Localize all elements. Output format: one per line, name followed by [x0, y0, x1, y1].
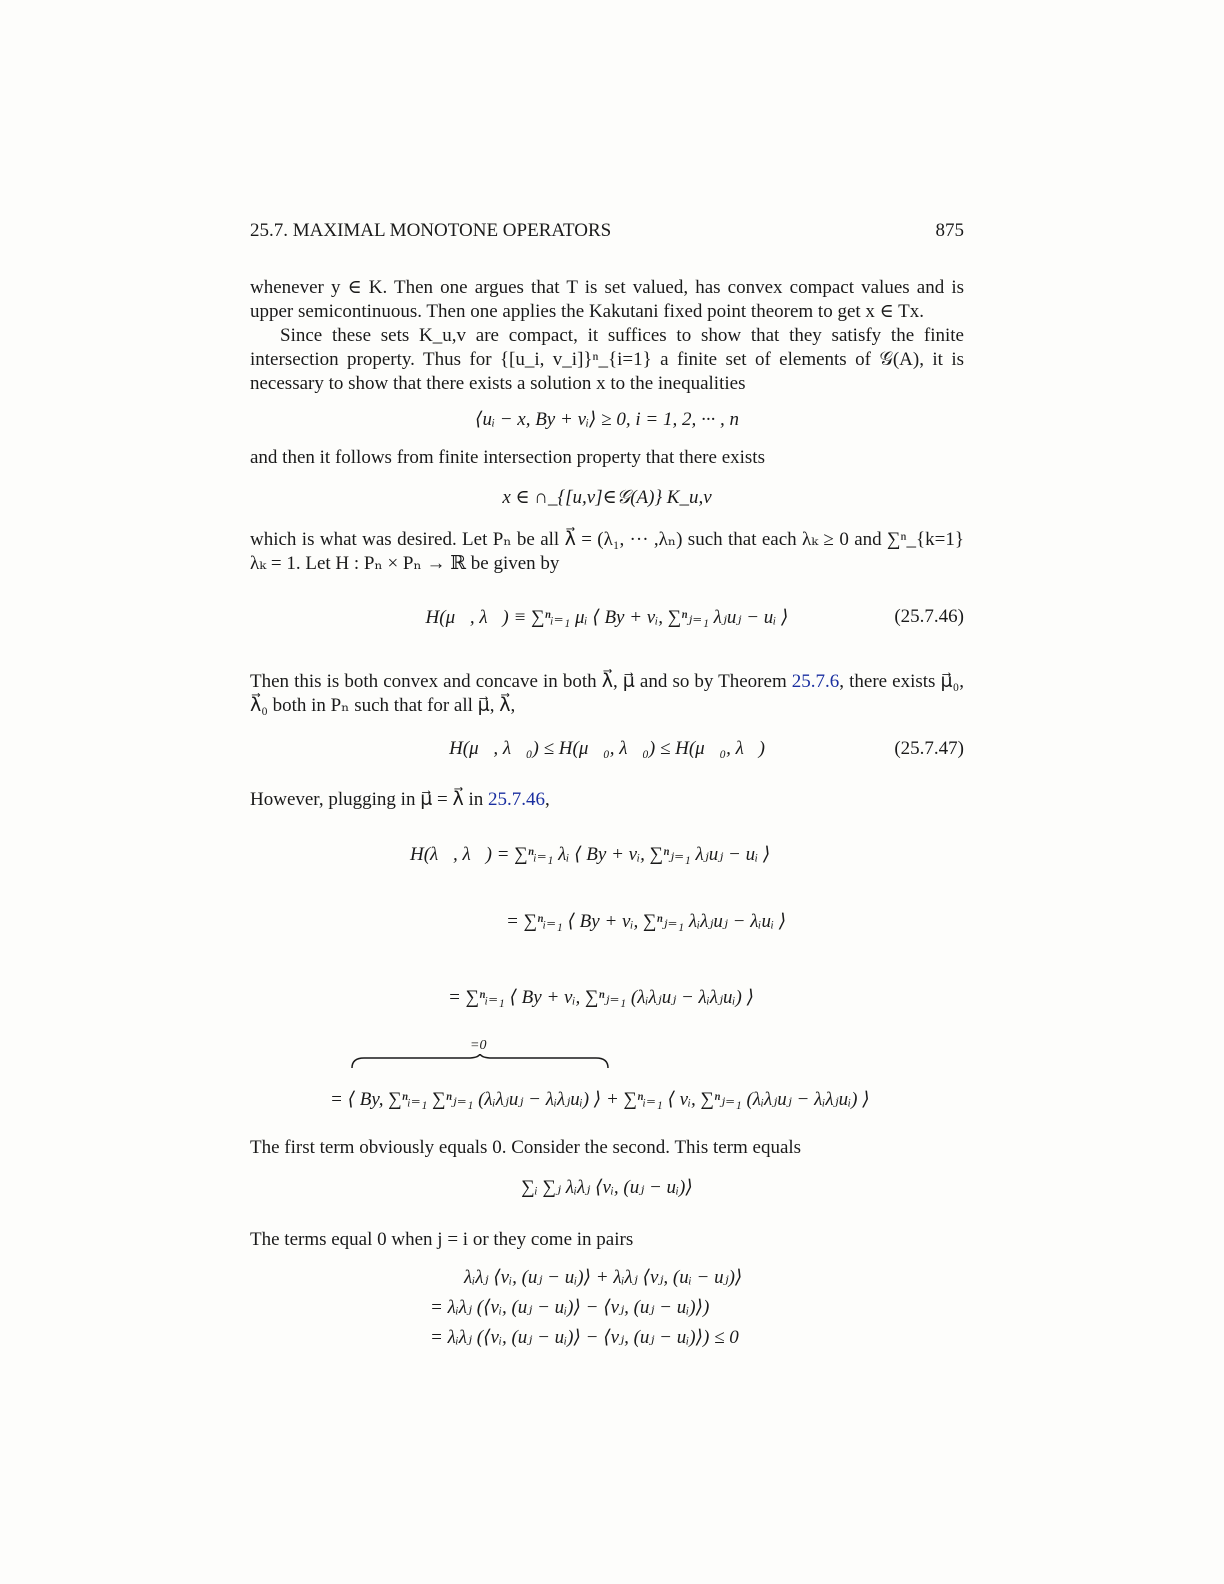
paragraph-6-end: , [545, 789, 550, 810]
equation-inequalities: ⟨uᵢ − x, By + vᵢ⟩ ≥ 0, i = 1, 2, ··· , n [475, 409, 739, 430]
paragraph-7: The first term obviously equals 0. Consider the second. This term equals [250, 1137, 802, 1158]
paragraph-5 [250, 670, 964, 718]
chain-line-2: = ∑ⁿᵢ₌₁ ⟨ By + vᵢ, ∑ⁿⱼ₌₁ λᵢλⱼuⱼ − λᵢuᵢ ⟩ [506, 911, 787, 932]
equation-25-7-47 [250, 738, 964, 760]
paragraph-6-start: However, plugging in μ⃗ = λ⃗ in [250, 789, 489, 810]
paragraph-2: Since these sets K_u,v are compact, it suffices to show that they satisfy the finite intersection property. Thus for {[u_i, v_i]}ⁿ_{i=1} a finite set of elements of 𝒢(A), it is necessary to show that there exists a solution x to the inequalities [250, 325, 964, 394]
equation-intersection: x ∈ ∩_{[u,v]∈𝒢(A)} K_u,v [502, 487, 712, 508]
equation-number-47: (25.7.47) [894, 738, 964, 759]
paragraph-3: and then it follows from finite intersection property that there exists [250, 447, 765, 468]
paragraph-1: whenever y ∈ K. Then one argues that T is set valued, has convex compact values and is upper semicontinuous. Then one applies the Kakutani fixed point theorem to get x ∈ Tx. [250, 277, 964, 322]
chain-line-1: H(λ⃗, λ⃗) = ∑ⁿᵢ₌₁ λᵢ ⟨ By + vᵢ, ∑ⁿⱼ₌₁ λⱼuⱼ − uᵢ ⟩ [410, 844, 771, 865]
section-title: 25.7. MAXIMAL MONOTONE OPERATORS [250, 220, 612, 241]
equation-47-body: H(μ⃗, λ⃗₀) ≤ H(μ⃗₀, λ⃗₀) ≤ H(μ⃗₀, λ⃗) [449, 738, 765, 759]
paragraph-5-start: Then this is both convex and concave in both λ⃗, μ⃗ and so by Theorem [250, 671, 792, 692]
pair-line-2: = λᵢλⱼ (⟨vᵢ, (uⱼ − uᵢ)⟩ − ⟨vⱼ, (uⱼ − uᵢ)⟩) [430, 1297, 710, 1318]
chain-line-4: = ⟨ By, ∑ⁿᵢ₌₁ ∑ⁿⱼ₌₁ (λᵢλⱼuⱼ − λᵢλⱼuᵢ) ⟩ + ∑ⁿᵢ₌₁ ⟨ vᵢ, ∑ⁿⱼ₌₁ (λᵢλⱼuⱼ − λᵢλⱼuᵢ) ⟩ [330, 1089, 870, 1110]
paragraph-5-end: , there exists μ⃗₀, λ⃗₀ both in Pₙ such that for all μ⃗, λ⃗, [250, 671, 964, 716]
equation-second-term: ∑ᵢ ∑ⱼ λᵢλⱼ ⟨vᵢ, (uⱼ − uᵢ)⟩ [521, 1177, 693, 1198]
equation-link-46[interactable]: 25.7.46 [488, 789, 546, 810]
page-number: 875 [935, 220, 964, 241]
equation-number-46: (25.7.46) [894, 606, 964, 627]
brace-label: =0 [470, 1038, 487, 1053]
paragraph-6 [250, 788, 964, 812]
overbrace [350, 1054, 610, 1070]
running-header [250, 220, 964, 242]
equation-46-body: H(μ⃗, λ⃗) ≡ ∑ⁿᵢ₌₁ μᵢ ⟨ By + vᵢ, ∑ⁿⱼ₌₁ λⱼuⱼ − uᵢ ⟩ [425, 607, 789, 628]
chain-line-3: = ∑ⁿᵢ₌₁ ⟨ By + vᵢ, ∑ⁿⱼ₌₁ (λᵢλⱼuⱼ − λᵢλⱼuᵢ) ⟩ [448, 987, 755, 1008]
paragraph-8: The terms equal 0 when j = i or they come in pairs [250, 1229, 634, 1250]
paragraph-4: which is what was desired. Let Pₙ be all λ⃗ = (λ₁, ··· ,λₙ) such that each λₖ ≥ 0 and ∑ⁿ_{k=1} λₖ = 1. Let H : Pₙ × Pₙ → ℝ be given by [250, 529, 964, 574]
equation-25-7-46 [250, 606, 964, 629]
pair-line-1: λᵢλⱼ ⟨vᵢ, (uⱼ − uᵢ)⟩ + λᵢλⱼ ⟨vⱼ, (uᵢ − uⱼ)⟩ [464, 1267, 743, 1288]
theorem-link[interactable]: 25.7.6 [791, 671, 840, 692]
pair-line-3: = λᵢλⱼ (⟨vᵢ, (uⱼ − uᵢ)⟩ − ⟨vⱼ, (uⱼ − uᵢ)⟩) ≤ 0 [430, 1327, 739, 1348]
